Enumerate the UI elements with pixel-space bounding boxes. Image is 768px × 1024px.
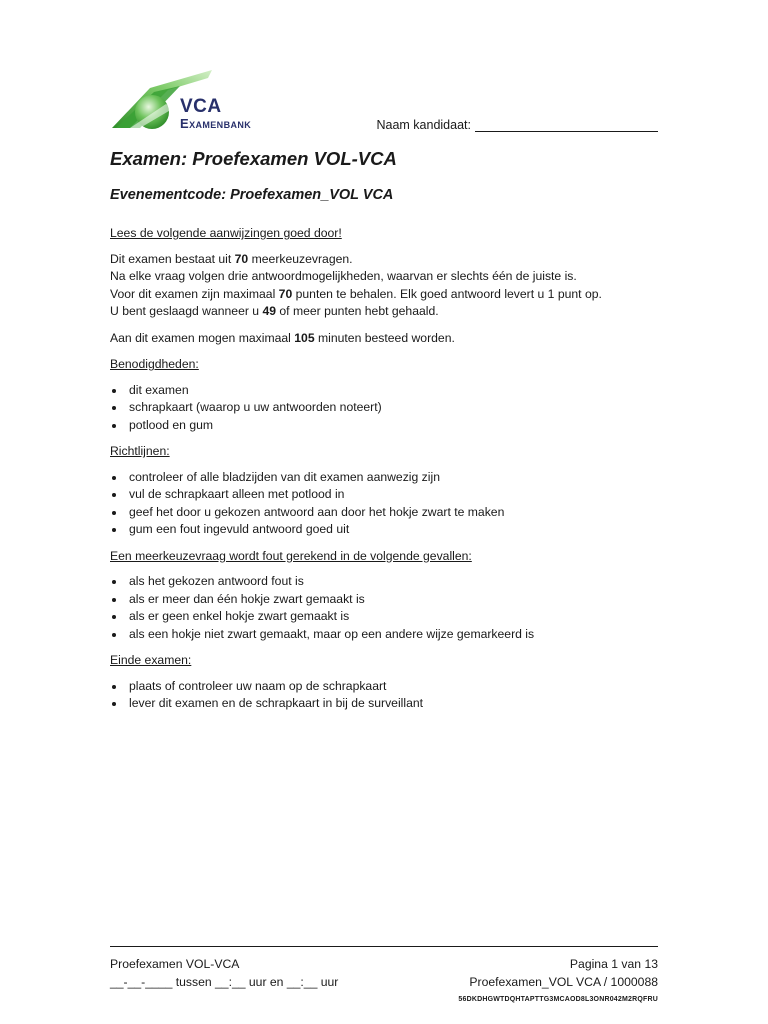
- pass-score-line: [110, 303, 658, 321]
- list-item: vul de schrapkaart alleen met potlood in: [110, 486, 658, 504]
- candidate-label: Naam kandidaat:: [376, 118, 471, 132]
- list-item: als er meer dan één hokje zwart gemaakt is: [110, 591, 658, 609]
- logo-brand-text: VCA: [180, 96, 222, 117]
- einde-list: [110, 678, 658, 713]
- time-limit: 105: [294, 330, 315, 345]
- footer-exam-id: Proefexamen_VOL VCA / 1000088: [469, 975, 658, 989]
- text-segment: meerkeuzevragen.: [248, 251, 353, 266]
- list-item: lever dit examen en de schrapkaart in bij de surveillant: [110, 695, 658, 713]
- footer-row: [110, 957, 658, 971]
- document-page: [110, 0, 658, 1024]
- text-segment: of meer punten hebt gehaald.: [276, 304, 439, 318]
- list-item: als er geen enkel hokje zwart gemaakt is: [110, 608, 658, 626]
- answer-options-line: Na elke vraag volgen drie antwoordmogelijkheden, waarvan er slechts één de juiste is.: [110, 269, 577, 283]
- benodigdheden-list: [110, 382, 658, 435]
- text-segment: punten te behalen. Elk goed antwoord levert u 1 punt op.: [292, 286, 602, 301]
- richtlijnen-heading: Richtlijnen:: [110, 444, 170, 458]
- list-item: gum een fout ingevuld antwoord goed uit: [110, 521, 658, 539]
- event-code: Evenementcode: Proefexamen_VOL VCA: [110, 187, 394, 203]
- text-segment: minuten besteed worden.: [314, 330, 455, 345]
- max-points-line: [110, 286, 658, 304]
- footer-exam-name: Proefexamen VOL-VCA: [110, 957, 240, 971]
- list-item: schrapkaart (waarop u uw antwoorden noteert): [110, 399, 658, 417]
- footer-divider: [110, 946, 658, 947]
- instructions-heading: Lees de volgende aanwijzingen goed door!: [110, 226, 342, 240]
- list-item: geef het door u gekozen antwoord aan door het hokje zwart te maken: [110, 504, 658, 522]
- pass-score: 49: [262, 304, 277, 318]
- footer-date-time: __-__-____ tussen __:__ uur en __:__ uur: [110, 975, 339, 989]
- text-segment: U bent geslaagd wanneer u: [110, 304, 263, 318]
- footer-row: [110, 975, 658, 989]
- richtlijnen-list: [110, 469, 658, 539]
- list-item: plaats of controleer uw naam op de schrapkaart: [110, 678, 658, 696]
- list-item: controleer of alle bladzijden van dit examen aanwezig zijn: [110, 469, 658, 487]
- candidate-name-line[interactable]: [475, 118, 658, 132]
- text-segment: Dit examen bestaat uit: [110, 251, 235, 266]
- footer-document-code: 56DKDHGWTDQHTAPTTG3MCAOD8L3ONR042M2RQFRU: [458, 996, 658, 1003]
- vca-examenbank-logo: [110, 68, 280, 134]
- max-points: 70: [278, 286, 293, 301]
- fout-list: [110, 573, 658, 643]
- einde-heading: Einde examen:: [110, 653, 192, 667]
- logo-sub-text: Examenbank: [180, 116, 252, 131]
- question-count: 70: [234, 251, 249, 266]
- exam-title: Examen: Proefexamen VOL-VCA: [110, 148, 397, 169]
- list-item: dit examen: [110, 382, 658, 400]
- instructions-body: [110, 225, 658, 713]
- candidate-name-field: [376, 118, 658, 132]
- list-item: als het gekozen antwoord fout is: [110, 573, 658, 591]
- time-limit-line: [110, 330, 658, 348]
- text-segment: Voor dit examen zijn maximaal: [110, 286, 279, 301]
- list-item: potlood en gum: [110, 417, 658, 435]
- text-segment: Aan dit examen mogen maximaal: [110, 330, 295, 345]
- list-item: als een hokje niet zwart gemaakt, maar op een andere wijze gemarkeerd is: [110, 626, 658, 644]
- page-number: Pagina 1 van 13: [569, 957, 658, 971]
- questions-count-line: [110, 251, 658, 269]
- fout-heading: Een meerkeuzevraag wordt fout gerekend in de volgende gevallen:: [110, 548, 472, 563]
- benodigdheden-heading: Benodigdheden:: [110, 357, 199, 371]
